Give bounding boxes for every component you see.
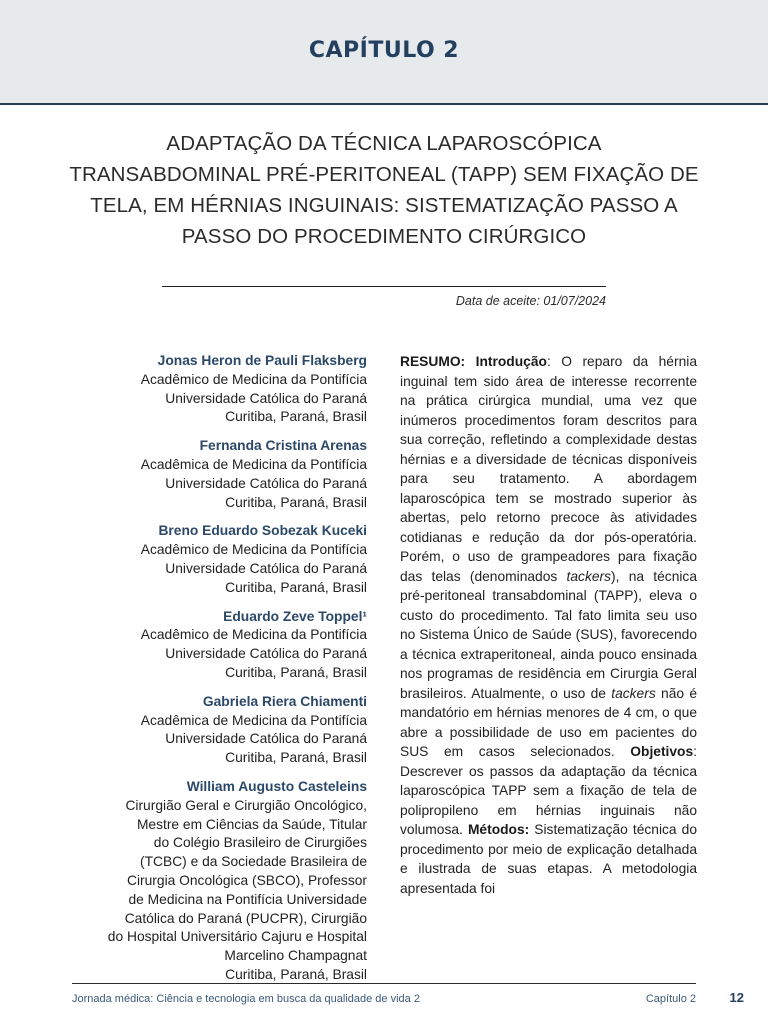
author-affiliation: Curitiba, Paraná, Brasil — [225, 579, 367, 595]
title-divider — [162, 286, 606, 287]
abstract-column — [400, 352, 697, 898]
author-affiliation: Curitiba, Paraná, Brasil — [225, 750, 367, 766]
author-name: Breno Eduardo Sobezak Kuceki — [158, 523, 367, 539]
author-affiliation: Universidade Católica do Paraná — [165, 646, 367, 662]
author-affiliation: Marcelino Champagnat — [224, 948, 367, 964]
intro-text: ), na técnica pré-peritoneal transabdominal (TAPP), eleva o custo do procedimento. Tal fato limita seu uso no Sistema Único de Saúde (SUS), favorecendo a técnica extraperitoneal, ainda pouco ensinada nos programas de residência em Cirurgia Geral brasileiros. Atualmente, o uso de — [400, 568, 697, 701]
article-title — [40, 128, 728, 252]
metodos-text: Sistematização técnica do procedimento por meio de explicação detalhada e ilustrada de suas etapas. A metodologia apresentada foi — [400, 822, 697, 896]
title-line: ADAPTAÇÃO DA TÉCNICA LAPAROSCÓPICA — [166, 132, 602, 155]
author-block — [62, 522, 367, 597]
author-affiliation: Acadêmica de Medicina da Pontifícia — [140, 712, 367, 728]
page-number: 12 — [729, 990, 744, 1005]
author-block — [62, 778, 367, 985]
author-block — [62, 608, 367, 683]
title-line: PASSO DO PROCEDIMENTO CIRÚRGICO — [181, 225, 587, 248]
author-block — [62, 352, 367, 427]
author-affiliation: Universidade Católica do Paraná — [165, 731, 367, 747]
objetivos-label: Objetivos — [630, 744, 694, 759]
author-affiliation: do Colégio Brasileiro de Cirurgiões — [153, 835, 367, 851]
author-affiliation: do Hospital Universitário Cajuru e Hospital — [107, 929, 367, 945]
author-affiliation: Curitiba, Paraná, Brasil — [225, 664, 367, 680]
objetivos-text: : Descrever os passos da adaptação da técnica laparoscópica TAPP sem a fixação de tela de polipropileno em hérnias inguinais não volumosa. — [400, 744, 697, 837]
author-affiliation: Mestre em Ciências da Saúde, Titular — [136, 816, 367, 832]
author-affiliation: Universidade Católica do Paraná — [165, 475, 367, 491]
author-affiliation: Católica do Paraná (PUCPR), Cirurgião — [124, 910, 367, 926]
author-affiliation: Universidade Católica do Paraná — [165, 560, 367, 576]
footer-chapter: Capítulo 2 — [645, 993, 696, 1005]
author-affiliation: (TCBC) e da Sociedade Brasileira de — [140, 854, 367, 870]
tackers-term: tackers — [611, 685, 656, 701]
intro-label: Introdução — [475, 354, 547, 369]
tackers-term: tackers — [566, 568, 612, 584]
intro-text: não é mandatório em hérnias menores de 4 cm, o que abre a possibilidade de uso em pacientes do SUS em casos selecionados. — [400, 685, 697, 759]
author-affiliation: Curitiba, Paraná, Brasil — [225, 409, 367, 425]
author-name: Fernanda Cristina Arenas — [199, 438, 367, 454]
author-affiliation: Universidade Católica do Paraná — [165, 390, 367, 406]
author-affiliation: Cirurgião Geral e Cirurgião Oncológico, — [125, 797, 367, 813]
title-line: TRANSABDOMINAL PRÉ-PERITONEAL (TAPP) SEM FIXAÇÃO DE — [69, 163, 699, 186]
author-affiliation: Acadêmica de Medicina da Pontifícia — [140, 456, 367, 472]
author-block — [62, 437, 367, 512]
intro-text: : O reparo da hérnia inguinal tem sido área de interesse recorrente na prática cirúrgica mundial, uma vez que inúmeros procedimentos foram descritos para sua correção, refletindo a complexidade destas hérnias e a diversidade de técnicas disponíveis para seu tratamento. A abordagem laparoscópica tem se mostrado superior às abertas, pelo retorno precoce às atividades cotidianas e redução da dor pós-operatória. Porém, o uso de grampeadores para fixação das telas (denominados — [400, 354, 697, 584]
abstract-label: RESUMO: — [400, 354, 466, 369]
author-block — [62, 693, 367, 768]
author-name: William Augusto Casteleins — [186, 778, 367, 794]
author-name: Eduardo Zeve Toppel¹ — [223, 608, 367, 624]
footer-journal: Jornada médica: Ciência e tecnologia em busca da qualidade de vida 2 — [72, 993, 420, 1005]
author-name: Gabriela Riera Chiamenti — [202, 693, 367, 709]
author-affiliation: de Medicina na Pontifícia Universidade — [128, 891, 367, 907]
author-affiliation: Curitiba, Paraná, Brasil — [225, 494, 367, 510]
author-affiliation: Cirurgia Oncológica (SBCO), Professor — [127, 872, 367, 888]
title-line: TELA, EM HÉRNIAS INGUINAIS: SISTEMATIZAÇÃO PASSO A — [90, 194, 678, 217]
chapter-header — [0, 0, 768, 105]
chapter-label: CAPÍTULO 2 — [308, 38, 460, 63]
author-affiliation: Acadêmico de Medicina da Pontifícia — [140, 371, 367, 387]
footer-divider — [72, 983, 696, 984]
author-affiliation: Acadêmico de Medicina da Pontifícia — [140, 627, 367, 643]
acceptance-date: Data de aceite: 01/07/2024 — [455, 294, 606, 308]
author-affiliation: Acadêmico de Medicina da Pontifícia — [140, 542, 367, 558]
author-affiliation: Curitiba, Paraná, Brasil — [225, 966, 367, 982]
metodos-label: Métodos: — [467, 822, 530, 837]
authors-column — [62, 352, 367, 995]
author-name: Jonas Heron de Pauli Flaksberg — [157, 353, 367, 368]
